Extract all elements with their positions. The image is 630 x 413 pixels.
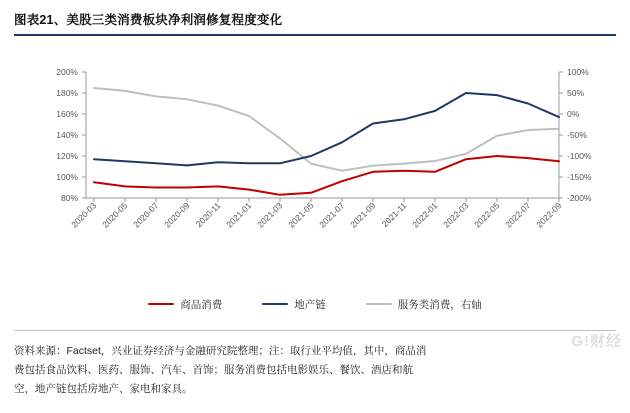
watermark: G!财经: [571, 333, 622, 350]
page-title: 图表21、美股三类消费板块净利润修复程度变化: [14, 13, 283, 27]
x-tick-label: 2020-07: [131, 200, 161, 230]
x-tick-label: 2021-01: [224, 200, 254, 230]
x-tick-label: 2021-05: [286, 200, 316, 230]
series-line-service: [94, 88, 559, 171]
right-tick-label: -50%: [567, 130, 587, 140]
source-note-line-3: 空，地产链包括房地产、家电和家具。: [14, 383, 193, 395]
x-tick-label: 2022-07: [503, 200, 533, 230]
left-tick-label: 80%: [60, 193, 78, 203]
left-tick-label: 120%: [56, 151, 78, 161]
right-tick-label: 100%: [567, 67, 589, 77]
left-axis-ticks: [56, 67, 86, 203]
x-axis-ticks: [94, 198, 559, 202]
legend-swatch-property: [262, 303, 288, 306]
source-note-line-1: 资料来源：Factset，兴业证券经济与金融研究院整理；注：取行业平均值，其中，商品消: [14, 345, 427, 357]
source-note-line-2: 费包括食品饮料、医药、服饰、汽车、首饰；服务消费包括电影娱乐、餐饮、酒店和航: [14, 364, 413, 376]
left-tick-label: 180%: [56, 88, 78, 98]
right-axis-ticks: [559, 67, 592, 203]
x-tick-label: 2021-11: [379, 200, 409, 230]
chart-legend: [14, 292, 616, 316]
right-tick-label: -200%: [567, 193, 592, 203]
x-tick-label: 2021-03: [255, 200, 285, 230]
legend-swatch-service: [366, 303, 392, 306]
x-tick-label: 2021-09: [348, 200, 378, 230]
x-tick-label: 2020-09: [162, 200, 192, 230]
legend-label-property: 地产链: [294, 298, 326, 311]
x-tick-label: 2022-05: [472, 200, 502, 230]
right-tick-label: 0%: [567, 109, 580, 119]
series-line-property: [94, 93, 559, 165]
x-tick-label: 2022-01: [410, 200, 440, 230]
right-tick-label: -150%: [567, 172, 592, 182]
x-axis-labels: [69, 200, 563, 229]
x-tick-label: 2020-05: [100, 200, 130, 230]
figure-title-bar: [14, 10, 616, 38]
legend-label-goods: 商品消费: [180, 298, 223, 311]
x-tick-label: 2020-03: [69, 200, 99, 230]
x-tick-label: 2022-03: [441, 200, 471, 230]
left-tick-label: 160%: [56, 109, 78, 119]
legend-item-service: [366, 297, 482, 312]
left-tick-label: 140%: [56, 130, 78, 140]
right-tick-label: 50%: [567, 88, 585, 98]
x-tick-label: 2022-09: [534, 200, 564, 230]
x-tick-label: 2020-11: [193, 200, 223, 230]
legend-item-property: [262, 297, 326, 312]
series-line-goods: [94, 156, 559, 195]
right-tick-label: -100%: [567, 151, 592, 161]
left-tick-label: 200%: [56, 67, 78, 77]
source-note: [14, 342, 614, 399]
left-tick-label: 100%: [56, 172, 78, 182]
legend-label-service: 服务类消费，右轴: [397, 298, 482, 311]
legend-item-goods: [148, 297, 222, 312]
title-divider: [14, 34, 616, 36]
x-tick-label: 2021-07: [317, 200, 347, 230]
legend-swatch-goods: [148, 303, 174, 306]
footer-divider: [14, 330, 616, 331]
